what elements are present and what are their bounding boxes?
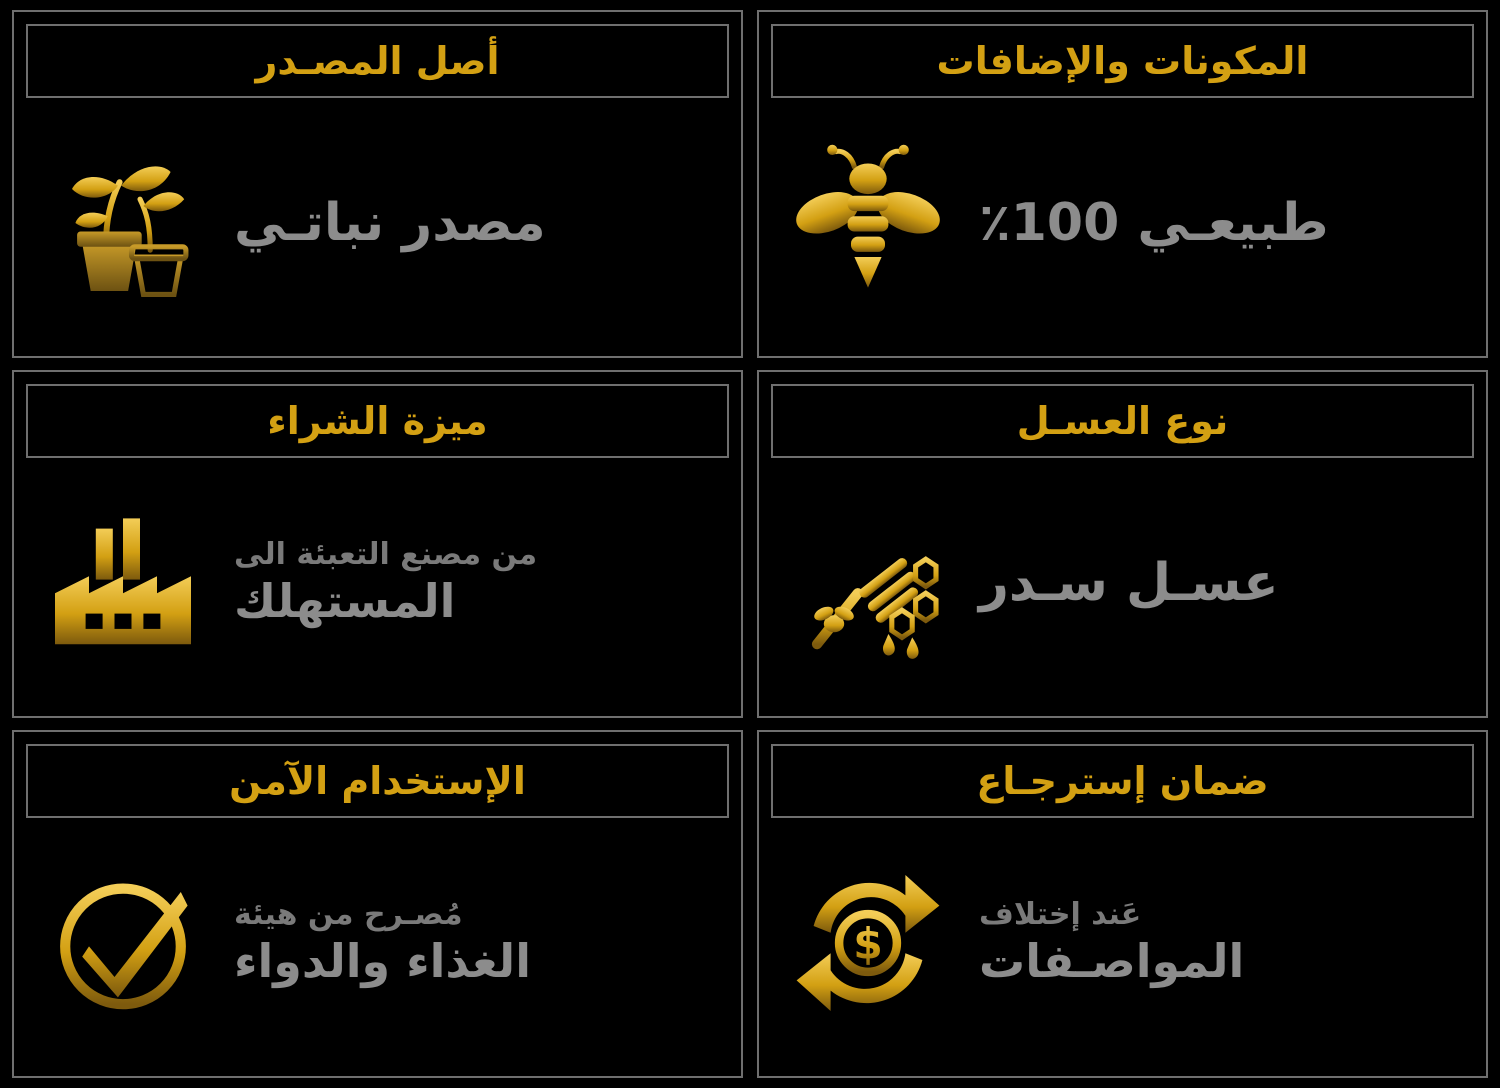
card-text-line1: مُصـرح من هيئة <box>234 896 463 932</box>
card-title: ميزة الشراء <box>267 399 488 443</box>
card-header <box>26 24 729 98</box>
card-text-line2: عسـل سـدر <box>979 552 1279 613</box>
card-text <box>234 191 717 256</box>
card-text-line2: الغذاء والدواء <box>234 934 531 988</box>
card-purchase-advantage <box>12 370 743 718</box>
card-text <box>979 551 1462 616</box>
refund-cycle-icon <box>783 858 953 1028</box>
card-body <box>14 98 741 356</box>
card-text <box>234 896 717 991</box>
card-text-line1: من مصنع التعبئة الى <box>234 536 538 572</box>
card-text-line1: عَند إختلاف <box>979 896 1142 932</box>
card-title: الإستخدام الآمن <box>229 759 526 803</box>
card-title: ضمان إسترجـاع <box>976 759 1269 803</box>
card-safe-use <box>12 730 743 1078</box>
card-text-line2: مصدر نباتـي <box>234 192 546 253</box>
card-body <box>759 458 1486 716</box>
potted-plant-icon <box>38 138 208 308</box>
card-title: المكونات والإضافات <box>936 39 1309 83</box>
card-source-origin <box>12 10 743 358</box>
svg-text:$: $ <box>853 920 883 970</box>
card-text-line2: طبيعـي 100٪ <box>979 192 1329 253</box>
factory-icon <box>38 498 208 668</box>
card-body <box>759 98 1486 356</box>
card-body <box>14 458 741 716</box>
card-header <box>771 384 1474 458</box>
card-text <box>979 896 1462 991</box>
honey-dipper-icon <box>783 498 953 668</box>
card-body <box>759 818 1486 1076</box>
card-text <box>234 536 717 631</box>
card-header <box>771 744 1474 818</box>
bee-icon <box>783 138 953 308</box>
card-body <box>14 818 741 1076</box>
card-ingredients-additives <box>757 10 1488 358</box>
check-seal-icon <box>38 858 208 1028</box>
card-honey-type <box>757 370 1488 718</box>
card-text-line2: المواصـفات <box>979 934 1245 988</box>
card-header <box>771 24 1474 98</box>
card-header <box>26 744 729 818</box>
card-text-line2: المستهلك <box>234 574 456 628</box>
card-title: نوع العسـل <box>1016 399 1229 443</box>
card-return-guarantee <box>757 730 1488 1078</box>
card-text <box>979 191 1462 256</box>
card-header <box>26 384 729 458</box>
card-title: أصل المصـدر <box>255 39 500 83</box>
